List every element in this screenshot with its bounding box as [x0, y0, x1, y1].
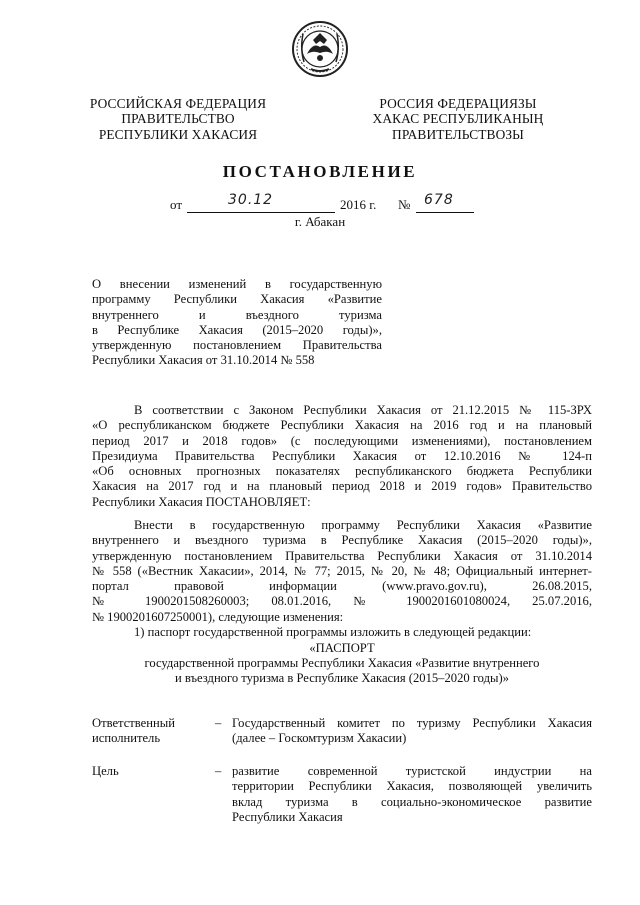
- paragraph-line: В соответствии с Законом Республики Хакасия от 21.12.2015 № 115-ЗРХ: [134, 403, 592, 417]
- date-prefix: от: [170, 197, 183, 212]
- paragraph-line: № 1900201607250001), следующие изменения:: [92, 609, 344, 624]
- paragraph-line: портал правовой информации (www.pravo.gov.ru), 26.08.2015,: [92, 579, 592, 594]
- passport-subtitle: [92, 656, 592, 687]
- subject-line: программу Республики Хакасия «Развитие: [92, 292, 382, 307]
- passport-row-dash: –: [215, 716, 222, 730]
- subject-block: [92, 277, 382, 369]
- passport-row-text-line: (далее – Госкомтуризм Хакасии): [232, 731, 407, 746]
- paragraph-line: «Об основных прогнозных показателях республиканского бюджета Республики: [92, 464, 592, 479]
- header-right: [360, 96, 556, 142]
- header-left: [80, 96, 276, 142]
- passport-row-text: [232, 716, 592, 747]
- date-year: 2016 г.: [340, 197, 377, 212]
- passport-row-dash: –: [215, 764, 222, 778]
- paragraph-line: Президиума Правительства Республики Хакасия от 12.10.2016 № 124-п: [92, 448, 592, 463]
- paragraph-line: период 2017 и 2018 годов» (с последующими изменениями), постановлением: [92, 433, 592, 448]
- passport-row-label-line: Цель: [92, 764, 119, 778]
- header-left-line: РОССИЙСКАЯ ФЕДЕРАЦИЯ: [89, 96, 267, 111]
- handwritten-number: 678: [424, 192, 454, 208]
- paragraph-line: внутреннего и въездного туризма в Республике Хакасия (2015–2020 годы)»,: [92, 533, 592, 548]
- passport-row-text-line: вклад туризма в социально-экономическое развитие: [232, 794, 592, 809]
- subject-line: О внесении изменений в государственную: [92, 277, 382, 291]
- passport-row-label: [92, 764, 212, 779]
- number-underline: [416, 212, 474, 213]
- passport-row-label-line: Ответственный: [92, 716, 175, 730]
- subject-line: Республики Хакасия от 31.10.2014 № 558: [92, 353, 315, 368]
- item-1: 1) паспорт государственной программы изложить в следующей редакции:: [134, 625, 532, 639]
- city: г. Абакан: [294, 214, 346, 229]
- subject-line: внутреннего и въездного туризма: [92, 307, 382, 322]
- paragraph-line: № 1900201508260003; 08.01.2016, № 1900201601080024, 25.07.2016,: [92, 594, 592, 609]
- passport-row-text-line: развитие современной туристской индустрии на: [232, 764, 592, 778]
- paragraph-2: [92, 518, 592, 625]
- paragraph-line: Внести в государственную программу Республики Хакасия «Развитие: [134, 518, 592, 532]
- header-right-line: ХАКАС РЕСПУБЛИКАНЫҢ: [372, 111, 544, 127]
- paragraph-1: [92, 403, 592, 510]
- paragraph-line: Республики Хакасия ПОСТАНОВЛЯЕТ:: [92, 494, 311, 509]
- passport-title: «ПАСПОРТ: [309, 641, 375, 655]
- header-right-line: ПРАВИТЕЛЬСТВОЗЫ: [392, 126, 524, 142]
- paragraph-line: утвержденную постановлением Правительства Республики Хакасия от 31.10.2014: [92, 548, 592, 563]
- passport-subtitle-line: и въездного туризма в Республике Хакасия (2015–2020 годы)»: [175, 671, 509, 686]
- document-title: ПОСТАНОВЛЕНИЕ: [222, 162, 418, 181]
- handwritten-date: 30.12: [228, 192, 274, 208]
- subject-line: утвержденную постановлением Правительства: [92, 338, 382, 353]
- paragraph-line: Хакасия на 2017 год и на плановый период 2018 и 2019 годов» Правительство: [92, 479, 592, 494]
- header-right-line: РОССИЯ ФЕДЕРАЦИЯЗЫ: [379, 96, 537, 111]
- paragraph-line: № 558 («Вестник Хакасии», 2014, № 77; 2015, № 20, № 48; Официальный интернет-: [92, 563, 592, 578]
- passport-row-text-line: территории Республики Хакасия, позволяющей увеличить: [232, 779, 592, 794]
- passport-row-label-line: исполнитель: [92, 731, 161, 746]
- passport-row-text: [232, 764, 592, 825]
- subject-line: в Республике Хакасия (2015–2020 годы)»,: [92, 322, 382, 337]
- number-label: №: [398, 197, 411, 212]
- coat-of-arms-seal: [291, 20, 349, 78]
- passport-subtitle-line: государственной программы Республики Хакасия «Развитие внутреннего: [144, 656, 540, 670]
- passport-row-text-line: Республики Хакасия: [232, 809, 343, 824]
- date-underline: [187, 212, 335, 213]
- passport-row-label: [92, 716, 212, 747]
- header-left-line: ПРАВИТЕЛЬСТВО: [121, 111, 235, 127]
- passport-row-text-line: Государственный комитет по туризму Республики Хакасия: [232, 716, 592, 730]
- paragraph-line: «О республиканском бюджете Республики Хакасия на 2016 год и на плановый: [92, 418, 592, 433]
- header-left-line: РЕСПУБЛИКИ ХАКАСИЯ: [98, 126, 258, 142]
